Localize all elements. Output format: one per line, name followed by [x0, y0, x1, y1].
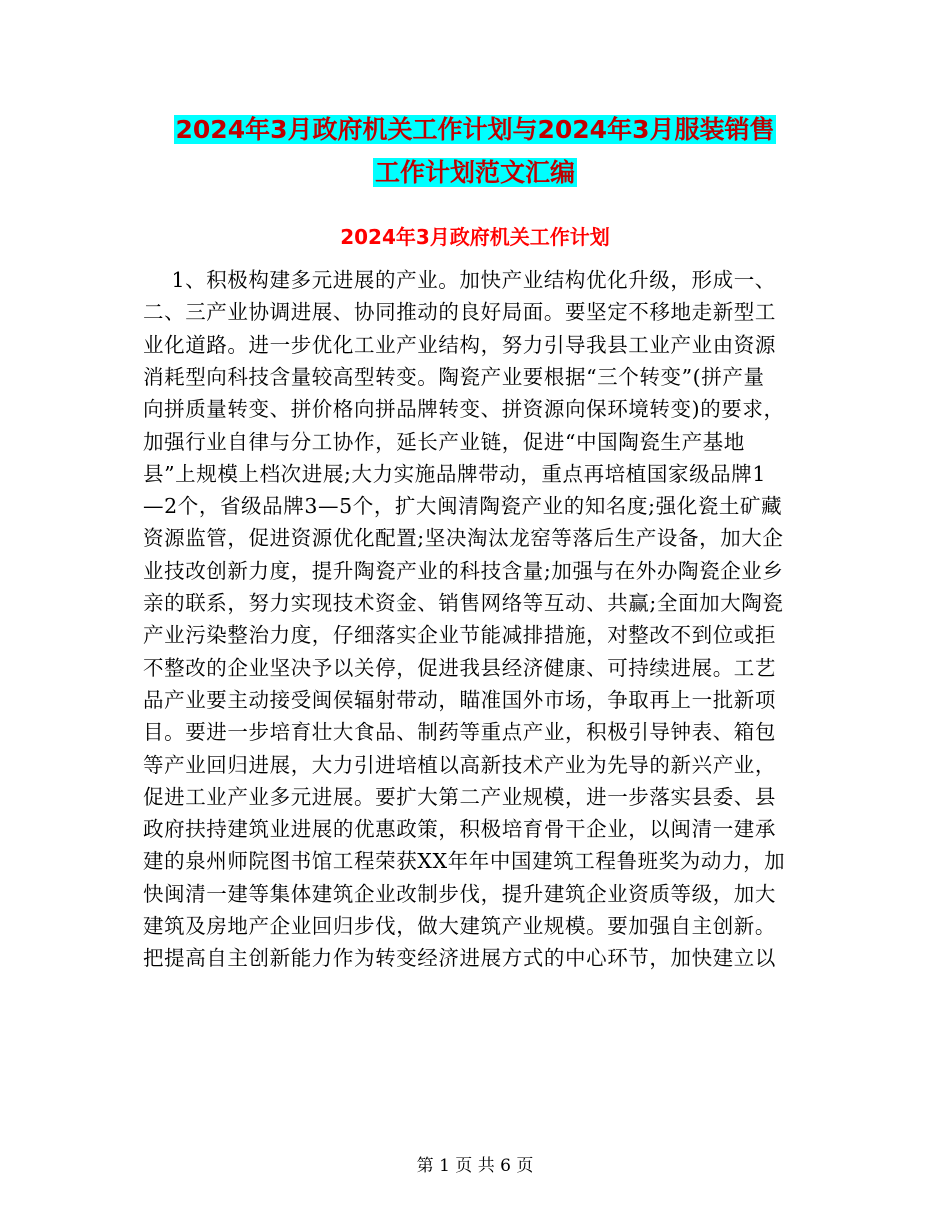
body-line: 目。要进一步培育壮大食品、制药等重点产业，积极引导钟表、箱包	[143, 720, 776, 745]
body-line: 加强行业自律与分工协作，延长产业链，促进“中国陶瓷生产基地	[143, 429, 745, 454]
body-line: 快闽清一建等集体建筑企业改制步伐，提升建筑企业资质等级，加大	[143, 881, 776, 906]
section-heading: 2024年3月政府机关工作计划	[340, 225, 610, 249]
body-line: 把提高自主创新能力作为转变经济进展方式的中心环节，加快建立以	[143, 946, 776, 971]
body-line: 业化道路。进一步优化工业产业结构，努力引导我县工业产业由资源	[143, 332, 776, 357]
body-line: 亲的联系，努力实现技术资金、销售网络等互动、共赢;全面加大陶瓷	[143, 591, 784, 615]
body-line: 资源监管，促进资源优化配置;坚决淘汰龙窑等落后生产设备，加大企	[143, 526, 784, 551]
body-line: 县”上规模上档次进展;大力实施品牌带动，重点再培植国家级品牌1	[143, 461, 767, 486]
document-title-text-1: 2024年3月政府机关工作计划与2024年3月服装销售	[175, 115, 775, 144]
body-line: 不整改的企业坚决予以关停，促进我县经济健康、可持续进展。工艺	[143, 655, 776, 680]
body-line: 品产业要主动接受闽侯辐射带动，瞄准国外市场，争取再上一批新项	[143, 687, 776, 712]
body-line: 业技改创新力度，提升陶瓷产业的科技含量;加强与在外办陶瓷企业乡	[143, 558, 784, 583]
body-line: 促进工业产业多元进展。要扩大第二产业规模，进一步落实县委、县	[143, 784, 776, 809]
body-line: 建筑及房地产企业回归步伐，做大建筑产业规模。要加强自主创新。	[143, 914, 776, 938]
body-line: 二、三产业协调进展、协同推动的良好局面。要坚定不移地走新型工	[143, 300, 776, 325]
body-line: 政府扶持建筑业进展的优惠政策，积极培育骨干企业，以闽清一建承	[143, 817, 776, 842]
body-line: 向拼质量转变、拼价格向拼品牌转变、拼资源向保环境转变)的要求，	[143, 397, 785, 422]
document-title-text-2: 工作计划范文汇编	[374, 158, 575, 187]
body-line: 消耗型向科技含量较高型转变。陶瓷产业要根据“三个转变”(拼产量	[143, 364, 765, 389]
document-title-line-1	[0, 110, 950, 150]
body-line: 等产业回归进展，大力引进培植以高新技术产业为先导的新兴产业，	[143, 752, 776, 777]
page-footer: 第 1 页 共 6 页	[416, 1156, 534, 1176]
document-title-line-2	[0, 153, 950, 193]
body-line: 产业污染整治力度，仔细落实企业节能减排措施，对整改不到位或拒	[143, 623, 776, 648]
body-line: —2个，省级品牌3—5个，扩大闽清陶瓷产业的知名度;强化瓷土矿藏	[143, 494, 783, 519]
body-line: 1、积极构建多元进展的产业。加快产业结构优化升级，形成一、	[143, 268, 776, 292]
body-line: 建的泉州师院图书馆工程荣获XX年年中国建筑工程鲁班奖为动力，加	[143, 849, 786, 874]
